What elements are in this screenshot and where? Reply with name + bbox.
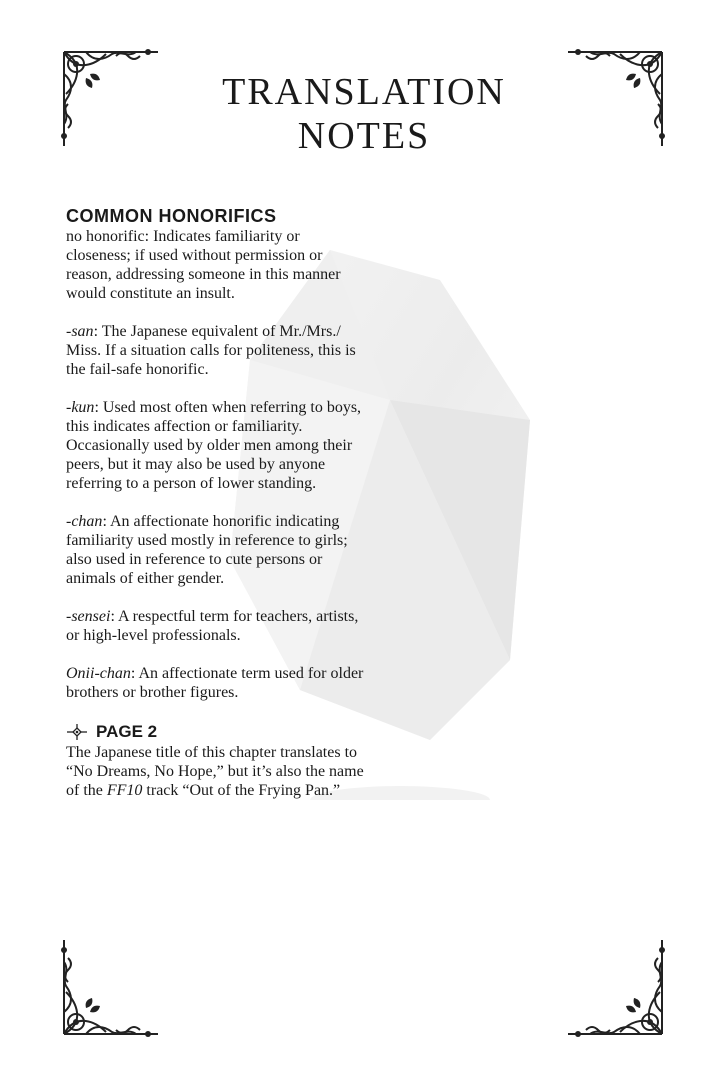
honorific-definition: : The Japanese equivalent of Mr./Mrs./ Miss. If a situation calls for politeness, this is the fail-safe honorific. [66, 323, 356, 378]
honorifics-heading: COMMON HONORIFICS [66, 206, 277, 226]
page-title-line-2: NOTES [297, 115, 431, 157]
honorific-definition: : Used most often when referring to boys, this indicates affection or familiarity. Occasionally used by older men among their peers, but it may also be used by anyone referring to a person of lower standing. [66, 399, 362, 492]
page-note-heading-label: PAGE 2 [96, 722, 158, 741]
honorific-entry-onii-chan [66, 664, 366, 702]
page-note-text-after: track “Out of the Frying Pan.” [142, 782, 341, 799]
honorific-term: -san [66, 323, 94, 340]
page-note-title-ref: FF10 [106, 782, 143, 799]
honorific-definition: : An affectionate term used for older brothers or brother figures. [66, 665, 364, 701]
honorific-term: -chan [66, 513, 103, 530]
page-note-text-before: The Japanese title of this chapter translates to “No Dreams, No Hope,” but it’s also the name of the [66, 744, 364, 799]
honorific-entry-sensei [66, 607, 366, 645]
honorific-term: -kun [66, 399, 95, 416]
ornate-corner-icon-bottom-left [56, 932, 166, 1042]
honorific-entry-san [66, 322, 366, 379]
honorific-definition: : A respectful term for teachers, artists, or high-level professionals. [66, 608, 359, 644]
honorific-term: -sensei [66, 608, 111, 625]
page-title [150, 70, 578, 158]
honorific-term: Onii-chan [66, 665, 131, 682]
page-note-heading [66, 721, 366, 743]
honorific-entry-chan [66, 512, 366, 588]
notes-content [66, 205, 366, 800]
diamond-compass-icon [66, 724, 88, 740]
page-note-body [66, 743, 366, 800]
honorific-definition: : An affectionate honorific indicating familiarity used mostly in reference to girls; also used in reference to cute persons or animals of either gender. [66, 513, 348, 587]
ornate-corner-icon-bottom-right [560, 932, 670, 1042]
page-title-line-1: TRANSLATION [222, 71, 506, 113]
honorific-intro: no honorific: Indicates familiarity or closeness; if used without permission or reason, addressing someone in this manner would constitute an insult. [66, 228, 341, 302]
honorific-entry-kun [66, 398, 366, 493]
